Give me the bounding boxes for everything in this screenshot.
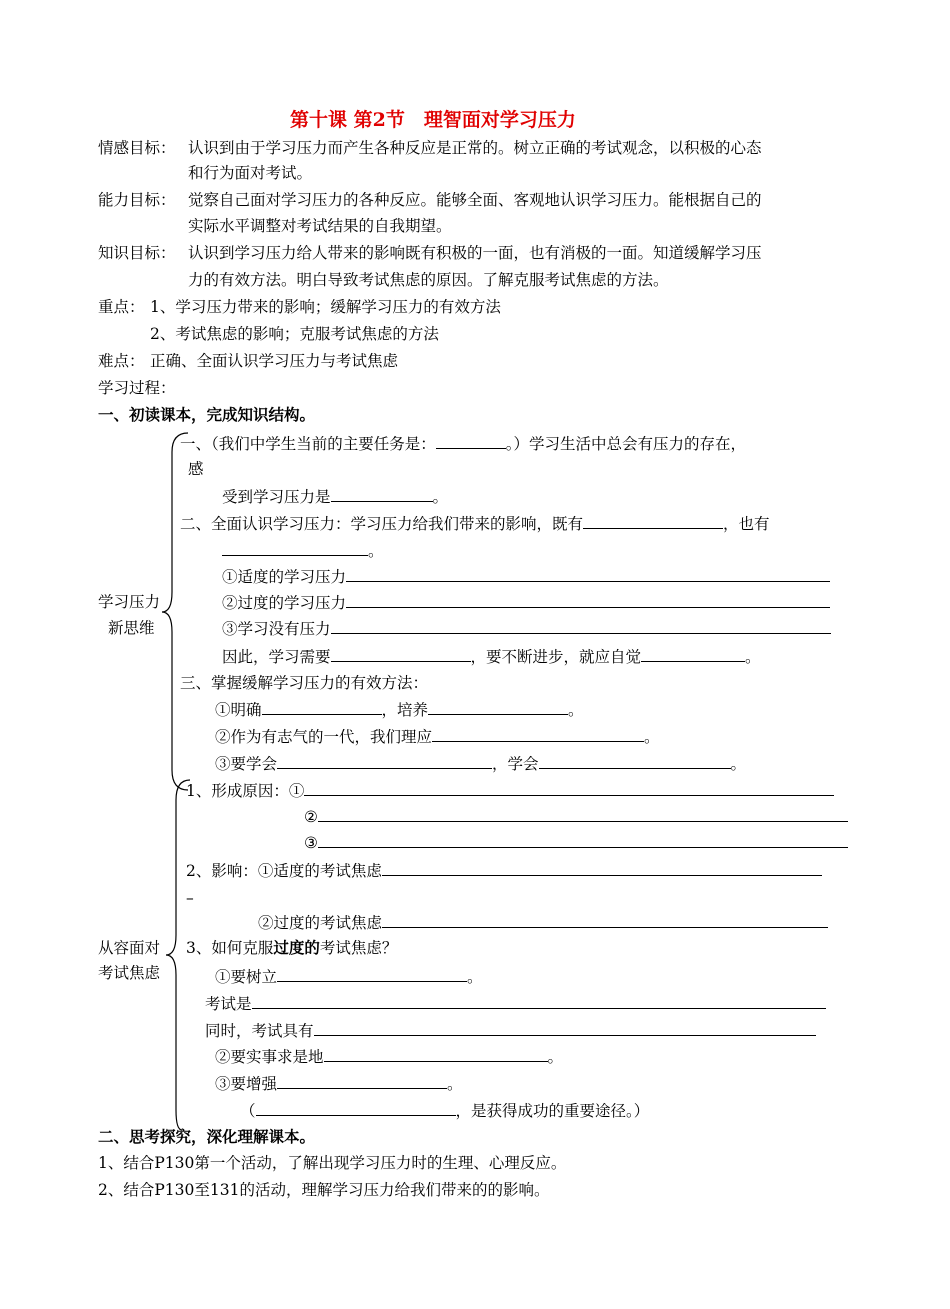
group1-item2-text-b: ，也有	[723, 515, 770, 533]
section2-heading: 二、思考探究，深化理解课本。	[98, 1127, 316, 1146]
method1-end: 。	[568, 701, 584, 719]
therefore-text-b: ，要不断进步，就应自觉	[470, 648, 642, 666]
difficulty-text: 正确、全面认识学习压力与考试焦虑	[150, 352, 399, 370]
overcome2-text: ②要实事求是地	[215, 1048, 324, 1066]
blank-positive-effect[interactable]	[583, 513, 723, 529]
group1-item3: 三、掌握缓解学习压力的有效方法：	[180, 674, 429, 692]
blank-no-pressure[interactable]	[331, 618, 831, 634]
process-label: 学习过程：	[98, 379, 176, 397]
group1-item1-wrap: 感	[188, 460, 204, 478]
group2-effect-1	[186, 860, 822, 881]
blank-main-task[interactable]	[436, 433, 506, 449]
section1-heading: 一、初读课本，完成知识结构。	[98, 405, 316, 424]
overcome3-end: 。	[447, 1075, 463, 1093]
knowledge-goal-line1: 认识到学习压力给人带来的影响既有积极的一面，也有消极的一面。知道缓解学习压	[188, 244, 762, 262]
page-title: 第十课 第2节 理智面对学习压力	[290, 109, 576, 131]
blank-exam-has[interactable]	[314, 1020, 816, 1036]
overcome-emphasis: 过度的	[273, 938, 320, 957]
blank-learn-2[interactable]	[539, 753, 731, 769]
final-text: ，是获得成功的重要途径。）	[455, 1102, 650, 1120]
blank-should[interactable]	[432, 726, 644, 742]
group1-item2	[180, 513, 770, 534]
emotion-goal-label: 情感目标：	[98, 139, 176, 157]
meanwhile-text: 同时，考试具有	[205, 1022, 314, 1040]
method1-text-a: ①明确	[215, 701, 262, 719]
effect2-label: ②过度的考试焦虑	[258, 914, 383, 932]
group2-label-line1: 从容面对	[98, 939, 161, 957]
group2-cause-2	[304, 806, 848, 827]
moderate-pressure-label: ①适度的学习压力	[222, 568, 347, 586]
emotion-goal-line1: 认识到由于学习压力而产生各种反应是正常的。树立正确的考试观念，以积极的心态	[188, 139, 762, 157]
blank-cause-2[interactable]	[318, 806, 848, 822]
group1-item1-line2-text: 受到学习压力是	[222, 488, 331, 506]
therefore-end: 。	[745, 648, 761, 666]
method1-text-b: ，培养	[381, 701, 429, 719]
method2-text: ②作为有志气的一代，我们理应	[215, 728, 433, 746]
group2-cause-3	[304, 832, 848, 853]
method3-text-b: ，学会	[492, 755, 539, 773]
blank-learn-1[interactable]	[277, 753, 492, 769]
group1-item2-line2	[222, 540, 384, 561]
therefore-text-a: 因此，学习需要	[222, 648, 331, 666]
method2-end: 。	[644, 728, 660, 746]
question-2: 2、结合P130至131的活动，理解学习压力给我们带来的的影响。	[98, 1181, 550, 1199]
knowledge-goal-label: 知识目标：	[98, 244, 176, 262]
group1-method1	[215, 699, 584, 720]
difficulty-label: 难点：	[98, 352, 145, 370]
group1-item1-text-b: 。）学习生活中总会有压力的存在，	[505, 435, 747, 453]
cause-3-marker: ③	[304, 834, 318, 852]
exam-is-text: 考试是	[205, 995, 252, 1013]
effect-label: 2、影响：①适度的考试焦虑	[186, 862, 382, 880]
group2-overcome-1	[215, 966, 483, 987]
group1-therefore	[222, 646, 761, 667]
overcome-text-a: 3、如何克服	[186, 939, 274, 957]
knowledge-goal-line2: 力的有效方法。明白导致考试焦虑的原因。了解克服考试焦虑的方法。	[188, 271, 669, 289]
key-point-1: 1、学习压力带来的影响；缓解学习压力的有效方法	[150, 298, 501, 316]
group1-moderate-pressure	[222, 566, 830, 587]
group1-item1-line2	[222, 486, 448, 507]
overcome1-text: ①要树立	[215, 968, 278, 986]
group1-item2-text-a: 二、全面认识学习压力：学习压力给我们带来的影响，既有	[180, 515, 584, 533]
blank-learning-needs[interactable]	[331, 646, 471, 662]
no-pressure-label: ③学习没有压力	[222, 620, 331, 638]
blank-establish[interactable]	[277, 966, 467, 982]
key-point-2: 2、考试焦虑的影响；克服考试焦虑的方法	[150, 325, 439, 343]
group2-final	[240, 1100, 649, 1121]
blank-consciously[interactable]	[641, 646, 745, 662]
final-open: （	[240, 1102, 256, 1120]
cause-2-marker: ②	[304, 808, 318, 826]
question-1: 1、结合P130第一个活动，了解出现学习压力时的生理、心理反应。	[98, 1154, 567, 1172]
group2-label-line2: 考试焦虑	[98, 964, 161, 982]
ability-goal-line2: 实际水平调整对考试结果的自我期望。	[188, 217, 452, 235]
blank-cultivate[interactable]	[428, 699, 568, 715]
blank-excessive-pressure[interactable]	[346, 592, 830, 608]
group2-effect-2	[258, 912, 828, 933]
overcome2-end: 。	[547, 1048, 564, 1066]
group1-no-pressure	[222, 618, 831, 639]
blank-effect-excessive[interactable]	[382, 912, 828, 928]
group1-method3	[215, 753, 746, 774]
ability-goal-label: 能力目标：	[98, 191, 176, 209]
group2-meanwhile	[205, 1020, 816, 1041]
overcome3-text: ③要增强	[215, 1075, 278, 1093]
blank-negative-effect[interactable]	[222, 540, 368, 556]
emotion-goal-line2: 和行为面对考试。	[188, 164, 313, 182]
overcome-text-c: 考试焦虑？	[319, 939, 398, 957]
group1-item1-text-a: 一、（我们中学生当前的主要任务是：	[180, 435, 436, 453]
group1-excessive-pressure	[222, 592, 830, 613]
blank-clarify[interactable]	[262, 699, 382, 715]
group2-exam-is	[205, 993, 826, 1014]
group1-method2	[215, 726, 660, 747]
group1-label-line1: 学习压力	[98, 593, 161, 611]
ability-goal-line1: 觉察自己面对学习压力的各种反应。能够全面、客观地认识学习压力。能根据自己的	[188, 191, 762, 209]
group1-item1	[180, 433, 746, 454]
blank-effect-moderate[interactable]	[382, 860, 822, 876]
group1-label-line2: 新思维	[108, 619, 155, 637]
blank-cause-3[interactable]	[318, 832, 848, 848]
method3-end: 。	[730, 755, 747, 773]
overcome1-end: 。	[467, 968, 483, 986]
blank-moderate-pressure[interactable]	[346, 566, 830, 582]
group1-item1-line2-end: 。	[432, 488, 449, 506]
group2-overcome-2	[215, 1046, 563, 1067]
group2-overcome	[186, 938, 397, 958]
group2-overcome-3	[215, 1073, 463, 1094]
key-points-label: 重点：	[98, 298, 145, 316]
group2-cause-1	[186, 780, 834, 801]
group1-item2-line2-end: 。	[368, 542, 384, 560]
blank-exam-is[interactable]	[252, 993, 826, 1009]
excessive-pressure-label: ②过度的学习压力	[222, 594, 347, 612]
blank-strengthen[interactable]	[277, 1073, 447, 1089]
blank-cause-1[interactable]	[304, 780, 834, 796]
blank-realistic[interactable]	[324, 1046, 548, 1062]
blank-success-path[interactable]	[256, 1100, 456, 1116]
group2-dash: –	[186, 889, 194, 907]
cause-label: 1、形成原因：①	[186, 782, 305, 800]
method3-text-a: ③要学会	[215, 755, 278, 773]
blank-pressure-is[interactable]	[331, 486, 433, 502]
